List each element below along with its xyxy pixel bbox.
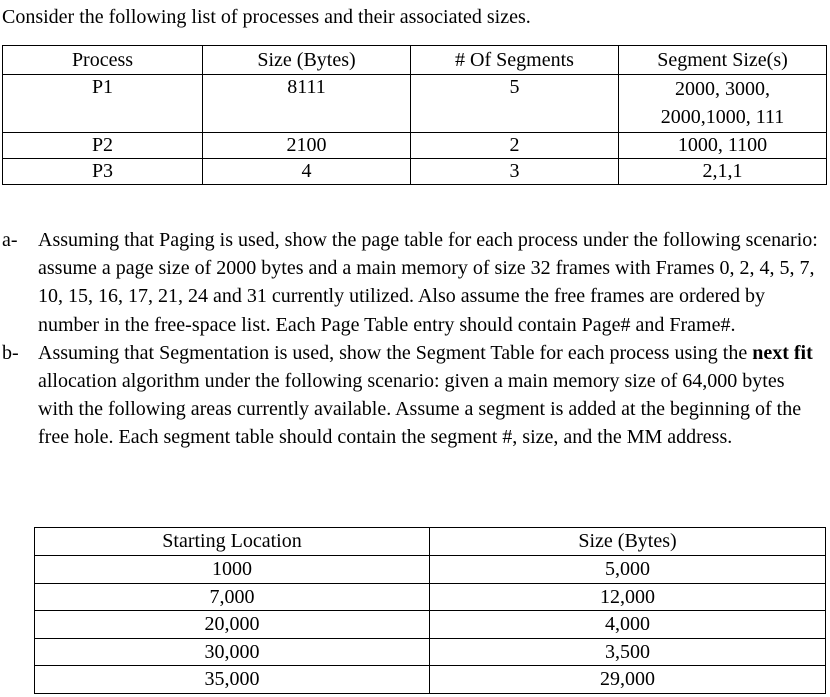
question-text-after: allocation algorithm under the following scenario: given a main memory size of 64,000 bytes with the following areas currently available. Assume a segment is added at the beginning of the free hole. Each segment table should contain the segment #, size, and the MM address. (38, 370, 802, 449)
segment-sizes-line: 2000,1000, 111 (660, 106, 785, 128)
question-text: Assuming that Paging is used, show the page table for each process under the following scenario: assume a page size of 2000 bytes and a main memory of size 32 frames with Frames 0, 2, 4, 5, 7, 10, 15, 16, 17, 21, 24 and 31 currently utilized. Also assume the free frames are ordered by number in the free-space list. Each Page Table entry should contain Page# and Frame#. (38, 229, 818, 336)
segments-cell: 5 (411, 75, 619, 133)
table-header-row (35, 528, 826, 556)
question-a (0, 226, 826, 339)
column-header: # Of Segments (411, 46, 619, 75)
question-text-before: Assuming that Segmentation is used, show the Segment Table for each process using the (38, 341, 748, 364)
column-header: Size (Bytes) (203, 46, 411, 75)
size-cell: 4 (203, 159, 411, 185)
column-header: Process (3, 46, 203, 75)
question-bold-term: next fit (752, 341, 813, 364)
size-cell: 12,000 (430, 583, 826, 611)
table-row (35, 611, 826, 639)
segment-sizes-line: 2000, 3000, (675, 78, 770, 100)
start-cell: 20,000 (35, 611, 430, 639)
process-cell: P3 (3, 159, 203, 185)
table-row (3, 75, 827, 133)
start-cell: 30,000 (35, 638, 430, 666)
size-cell: 2100 (203, 133, 411, 159)
question-b (0, 339, 826, 452)
table-header-row (3, 46, 827, 75)
size-cell: 29,000 (430, 666, 826, 694)
table-row (3, 159, 827, 185)
question-text (38, 339, 826, 452)
process-table (2, 45, 827, 185)
segments-cell: 3 (411, 159, 619, 185)
start-cell: 1000 (35, 556, 430, 584)
table-row (35, 638, 826, 666)
table-row (35, 556, 826, 584)
size-cell: 5,000 (430, 556, 826, 584)
question-letter: b- (2, 341, 19, 364)
size-cell: 4,000 (430, 611, 826, 639)
question-letter: a- (2, 229, 18, 251)
column-header: Starting Location (35, 528, 430, 556)
start-cell: 35,000 (35, 666, 430, 694)
free-areas-table (34, 527, 826, 694)
process-cell: P1 (3, 75, 203, 133)
table-row (35, 666, 826, 694)
column-header: Size (Bytes) (430, 528, 826, 556)
intro-text: Consider the following list of processes and their associated sizes. (2, 6, 531, 28)
segment-sizes-cell (619, 75, 827, 133)
table-row (35, 583, 826, 611)
column-header: Segment Size(s) (619, 46, 827, 75)
questions-list (0, 226, 826, 452)
start-cell: 7,000 (35, 583, 430, 611)
table-row (3, 133, 827, 159)
segments-cell: 2 (411, 133, 619, 159)
size-cell: 8111 (203, 75, 411, 133)
size-cell: 3,500 (430, 638, 826, 666)
segment-sizes-cell: 1000, 1100 (619, 133, 827, 159)
process-cell: P2 (3, 133, 203, 159)
segment-sizes-cell: 2,1,1 (619, 159, 827, 185)
